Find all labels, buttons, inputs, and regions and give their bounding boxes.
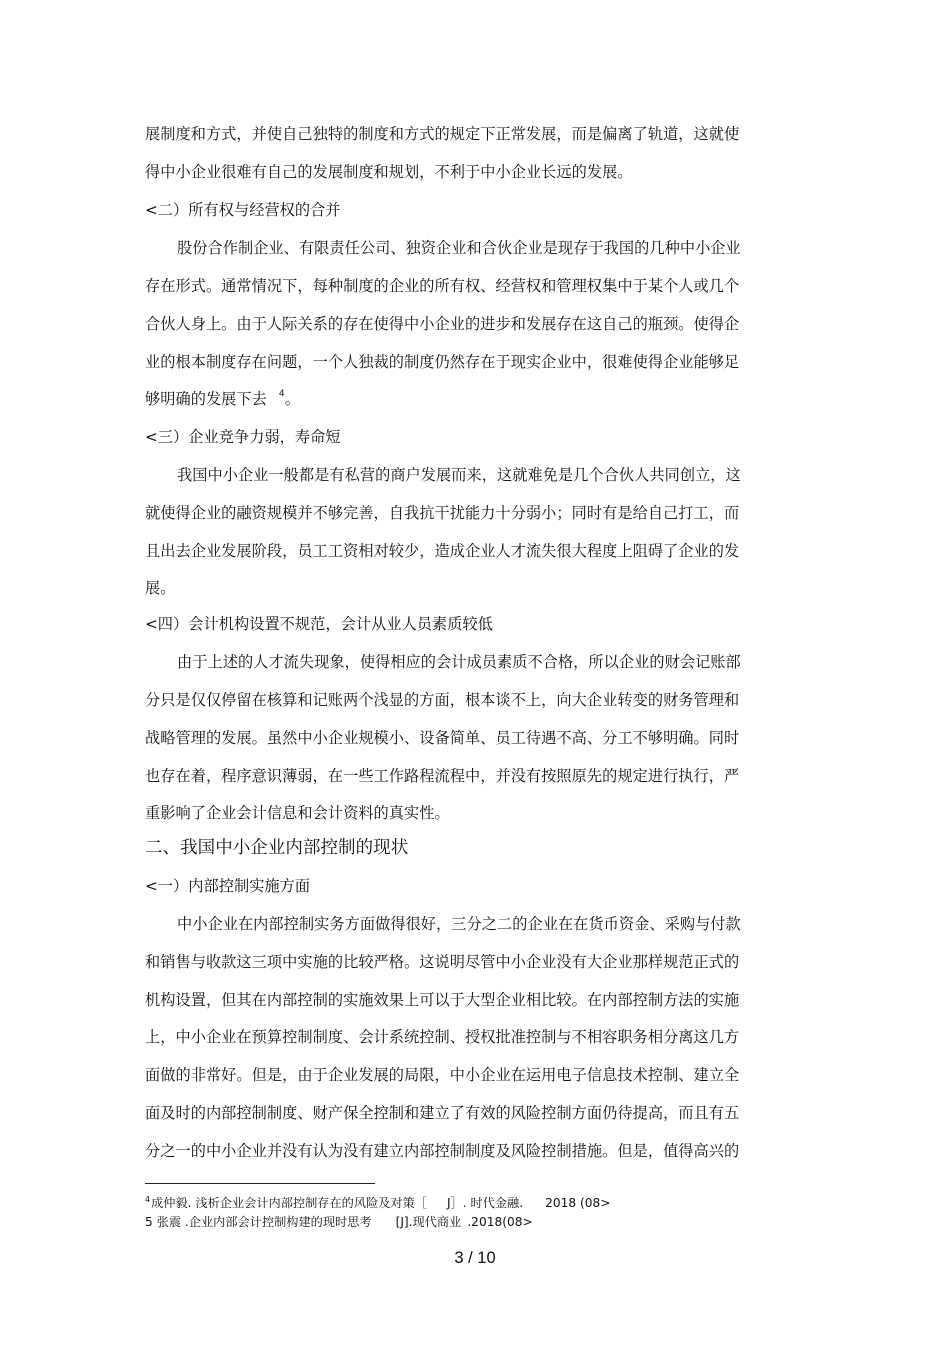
paragraph-line: 分只是仅仅停留在核算和记账两个浅显的方面，根本谈不上，向大企业转变的财务管理和: [145, 691, 740, 709]
paragraph-line: 展。: [145, 579, 176, 597]
paragraph-line: 由于上述的人才流失现象，使得相应的会计成员素质不合格，所以企业的财会记账部: [177, 653, 741, 671]
paragraph-text: 够明确的发展下去: [145, 390, 267, 408]
paragraph-line: 重影响了企业会计信息和会计资料的真实性。: [145, 804, 450, 822]
footnote-text: [J].现代商业: [395, 1215, 462, 1229]
footnote-text: 5 张震 .企业内部会计控制构建的现时思考: [145, 1215, 372, 1229]
paragraph-line: 面及时的内部控制制度、财产保全控制和建立了有效的风险控制方面仍待提高，而且有五: [145, 1104, 740, 1122]
footnote-text: .2018(08>: [467, 1215, 533, 1229]
subsection-heading: <四）会计机构设置不规范，会计从业人员素质较低: [145, 615, 494, 633]
paragraph-line: 我国中小企业一般都是有私营的商户发展而来，这就难免是几个合伙人共同创立，这: [177, 466, 741, 484]
subsection-heading: <二）所有权与经营权的合并: [145, 201, 341, 219]
sentence-end: 。: [284, 390, 300, 408]
paragraph-line: 股份合作制企业、有限责任公司、独资企业和合伙企业是现存于我国的几种中小企业: [177, 239, 741, 257]
paragraph-line: 和销售与收款这三项中实施的比较严格。这说明尽管中小企业没有大企业那样规范正式的: [145, 953, 740, 971]
footnote-separator: [145, 1183, 375, 1184]
footnote-reference: 4: [278, 389, 285, 399]
paragraph-line: 展制度和方式，并使自己独特的制度和方式的规定下正常发展，而是偏离了轨道，这就使: [145, 125, 740, 143]
footnote: [145, 1214, 533, 1230]
subsection-heading: <三）企业竞争力弱，寿命短: [145, 428, 341, 446]
paragraph-line: 上，中小企业在预算控制制度、会计系统控制、授权批准控制与不相容职务相分离这几方: [145, 1028, 740, 1046]
paragraph-line: 面做的非常好。但是，由于企业发展的局限，中小企业在运用电子信息技术控制、建立全: [145, 1066, 740, 1084]
footnote-text: 成仲毅. 浅析企业会计内部控制存在的风险及对策［: [151, 1196, 427, 1210]
footnote-mark: 4: [145, 1195, 151, 1204]
page-number: 3 / 10: [454, 1249, 496, 1267]
paragraph-line: 得中小企业很难有自己的发展制度和规划，不利于中小企业长远的发展。: [145, 163, 633, 181]
paragraph-line: 合伙人身上。由于人际关系的存在使得中小企业的进步和发展存在这自己的瓶颈。使得企: [145, 315, 740, 333]
paragraph-line: 存在形式。通常情况下，每种制度的企业的所有权、经营权和管理权集中于某个人或几个: [145, 277, 740, 295]
paragraph-line: 就使得企业的融资规模并不够完善，自我抗干扰能力十分弱小；同时有是给自己打工，而: [145, 504, 740, 522]
paragraph-line: 业的根本制度存在问题，一个人独裁的制度仍然存在于现实企业中，很难使得企业能够足: [145, 353, 740, 371]
footnote-text: 2018 (08>: [545, 1196, 611, 1210]
paragraph-line: 且出去企业发展阶段，员工工资相对较少，造成企业人才流失很大程度上阻碍了企业的发: [145, 542, 740, 560]
footnote-text: J］. 时代金融.: [446, 1196, 524, 1210]
subsection-heading: <一）内部控制实施方面: [145, 877, 311, 895]
paragraph-line: 战略管理的发展。虽然中小企业规模小、设备简单、员工待遇不高、分工不够明确。同时: [145, 729, 740, 747]
paragraph-line: 机构设置，但其在内部控制的实施效果上可以于大型企业相比较。在内部控制方法的实施: [145, 991, 740, 1009]
footnote: [145, 1195, 611, 1213]
paragraph-line: 中小企业在内部控制实务方面做得很好，三分之二的企业在在货币资金、采购与付款: [177, 915, 741, 933]
paragraph-line: 分之一的中小企业并没有认为没有建立内部控制制度及风险控制措施。但是，值得高兴的: [145, 1142, 740, 1160]
section-heading: 二、我国中小企业内部控制的现状: [145, 838, 409, 858]
paragraph-line: 也存在着，程序意识薄弱，在一些工作路程流程中，并没有按照原先的规定进行执行，严: [145, 767, 740, 785]
paragraph-line: [145, 389, 735, 412]
